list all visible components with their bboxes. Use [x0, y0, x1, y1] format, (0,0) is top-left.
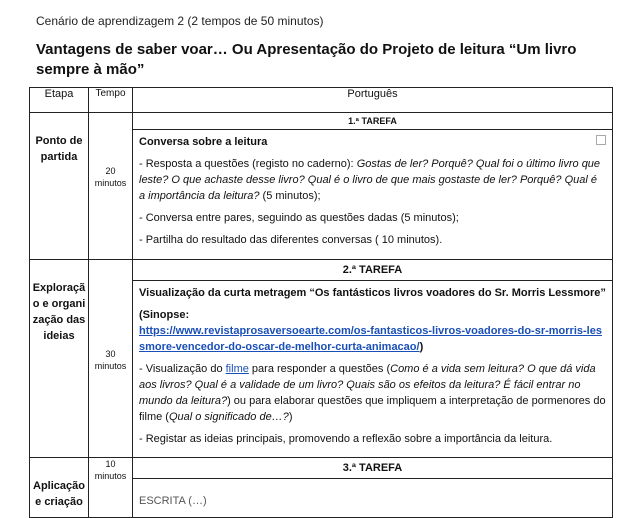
task-content [133, 130, 612, 258]
task-content [133, 281, 612, 457]
column-header-subject: Português [133, 88, 613, 113]
sinopse-link[interactable]: https://www.revistaprosaversoearte.com/os-fantasticos-livros-voadores-do-sr-morris-lessmore-vencedor-do-oscar-de-melhor-curta-animacao/ [139, 325, 602, 353]
etapa-label: Exploração e organização das ideias [32, 282, 86, 342]
paragraph-mid: para responder a questões ( [248, 363, 391, 375]
paragraph-tail: (5 minutos); [259, 190, 321, 202]
sinopse-paragraph [139, 307, 606, 355]
task-cell [133, 458, 613, 518]
tempo-cell [89, 260, 133, 458]
task-paragraph [139, 361, 606, 425]
tarefa-heading: 3.ª TAREFA [133, 458, 612, 479]
tempo-unit: minutos [94, 361, 127, 371]
lesson-plan-table [29, 87, 613, 518]
etapa-label: Aplicação e criação [33, 480, 85, 508]
film-link[interactable]: filme [225, 363, 249, 375]
paragraph-tail: ) [288, 411, 293, 423]
task-paragraph: - Registar as ideias principais, promovendo a reflexão sobre a importância da leitura. [139, 433, 553, 445]
cut-text: ESCRITA (…) [139, 495, 207, 507]
tarefa-heading: 1.ª TAREFA [133, 113, 612, 130]
sinopse-label: (Sinopse: [139, 309, 190, 321]
etapa-label: Ponto de partida [35, 135, 83, 163]
paragraph-mid2: ) ou para elaborar questões que impliquem a interpretação de pormenores do filme ( [139, 395, 606, 423]
tempo-unit: minutos [94, 471, 127, 481]
etapa-cell [30, 260, 89, 458]
scenario-subtitle: Cenário de aprendizagem 2 (2 tempos de 50 minutos) [36, 14, 324, 28]
paragraph-questions: Como é a vida sem leitura? O que dá vida aos livros? Qual é a validade de um livro? Quais são os efeitos da leitura? É fácil entrar no mundo da leitura? [139, 363, 596, 407]
tempo-value: 30 [105, 349, 116, 359]
sinopse-close: ) [419, 341, 424, 353]
task-cell [133, 113, 613, 260]
paragraph-lead: - Resposta a questões (registo no caderno): [139, 158, 357, 170]
comment-marker-icon [596, 135, 606, 145]
task-cell [133, 260, 613, 458]
task-paragraph [139, 156, 606, 204]
paragraph-question-example: Qual o significado de…? [168, 411, 289, 423]
task-heading: Visualização da curta metragem “Os fantásticos livros voadores do Sr. Morris Lessmore” [139, 287, 606, 299]
paragraph-lead: - Visualização do [139, 363, 226, 375]
column-header-tempo: Tempo [89, 88, 133, 113]
task-paragraph: - Partilha do resultado das diferentes conversas ( 10 minutos). [139, 234, 443, 246]
table-row [30, 458, 613, 518]
task-paragraph: - Conversa entre pares, seguindo as questões dadas (5 minutos); [139, 212, 459, 224]
tempo-cell [89, 113, 133, 260]
tempo-cell [89, 458, 133, 518]
column-header-etapa: Etapa [30, 88, 89, 113]
paragraph-questions: Gostas de ler? Porquê? Qual foi o último livro que leste? O que achaste desse livro? Qual é o livro de que mais gostaste de ler? Porquê? Qual é a importância da leitura? [139, 158, 601, 202]
etapa-cell [30, 113, 89, 260]
tarefa-heading: 2.ª TAREFA [133, 260, 612, 281]
table-row [30, 260, 613, 458]
document-title: Vantagens de saber voar… Ou Apresentação do Projeto de leitura “Um livro sempre à mão” [36, 41, 577, 78]
tempo-unit: minutos [94, 178, 127, 188]
etapa-cell [30, 458, 89, 518]
table-header-row [30, 88, 613, 113]
tempo-value: 20 [105, 166, 116, 176]
table-row [30, 113, 613, 260]
tempo-value: 10 [105, 459, 116, 469]
task-heading: Conversa sobre a leitura [139, 136, 268, 148]
